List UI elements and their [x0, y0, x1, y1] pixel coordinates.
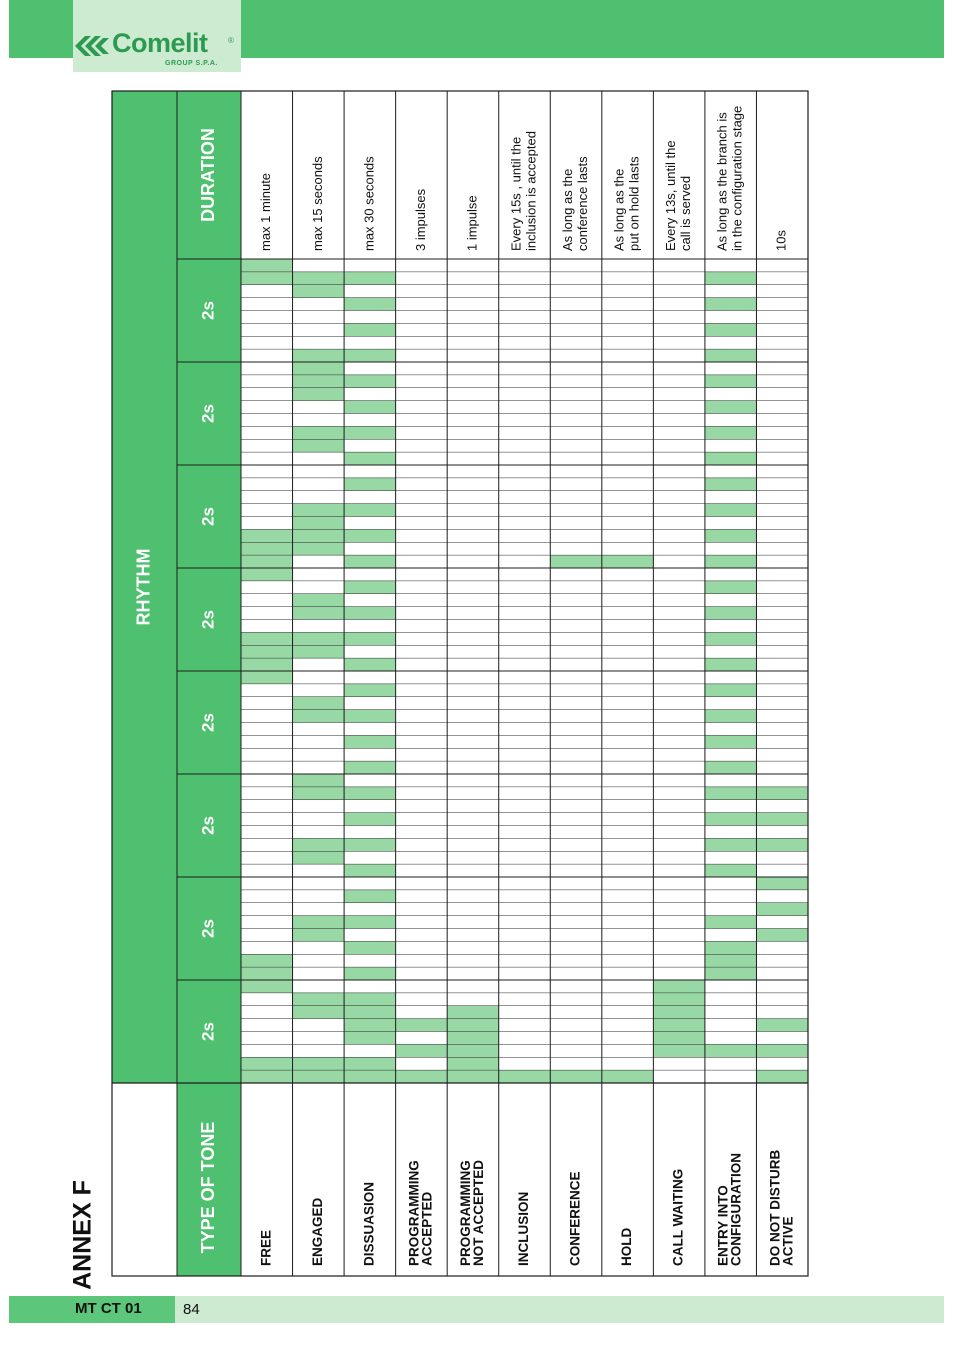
tone-name-label: DISSUASION: [361, 1181, 377, 1266]
tone-on-slot: [396, 1044, 448, 1057]
tone-on-slot: [653, 980, 705, 993]
tone-name-label: ACCEPTED: [419, 1191, 435, 1266]
tone-on-slot: [293, 529, 345, 542]
tone-name-label: ENGAGED: [309, 1197, 325, 1266]
tone-on-slot: [293, 1070, 345, 1083]
tone-on-slot: [293, 388, 345, 401]
column-header-band: [177, 91, 241, 1276]
tone-on-slot: [705, 761, 757, 774]
tone-on-slot: [602, 555, 654, 568]
tone-on-slot: [344, 761, 396, 774]
tone-on-slot: [241, 542, 293, 555]
tone-on-slot: [241, 568, 293, 581]
tone-on-slot: [705, 349, 757, 362]
tone-on-slot: [293, 993, 345, 1006]
tone-on-slot: [705, 813, 757, 826]
tone-on-slot: [447, 1044, 499, 1057]
tone-on-slot: [705, 710, 757, 723]
tone-on-slot: [499, 1070, 551, 1083]
tone-on-slot: [241, 980, 293, 993]
tone-on-slot: [344, 813, 396, 826]
tone-on-slot: [344, 607, 396, 620]
tone-name-label: CONFERENCE: [567, 1171, 583, 1266]
rhythm-interval-label: 2s: [198, 816, 218, 835]
tone-on-slot: [705, 838, 757, 851]
tone-on-slot: [447, 1019, 499, 1032]
tone-on-slot: [705, 298, 757, 311]
annex-title: ANNEX F: [68, 1180, 97, 1290]
tone-on-slot: [344, 529, 396, 542]
tone-on-slot: [756, 903, 808, 916]
tone-on-slot: [705, 452, 757, 465]
tone-on-slot: [344, 993, 396, 1006]
tone-name-label: HOLD: [619, 1227, 635, 1266]
tone-name-label: NOT ACCEPTED: [471, 1159, 487, 1266]
rhythm-interval-label: 2s: [198, 610, 218, 629]
tone-on-slot: [653, 1019, 705, 1032]
tone-on-slot: [550, 555, 602, 568]
tone-on-slot: [344, 658, 396, 671]
tone-on-slot: [756, 929, 808, 942]
tone-on-slot: [344, 838, 396, 851]
tone-on-slot: [344, 401, 396, 414]
tone-on-slot: [293, 916, 345, 929]
tone-on-slot: [241, 272, 293, 285]
tone-on-slot: [705, 658, 757, 671]
duration-value: max 30 seconds: [361, 156, 377, 251]
tone-on-slot: [344, 478, 396, 491]
tone-name-label: INCLUSION: [516, 1191, 532, 1266]
duration-value: max 1 minute: [258, 172, 274, 251]
tone-on-slot: [447, 1032, 499, 1045]
duration-value: in the configuration stage: [729, 105, 745, 251]
doc-code: MT CT 01: [75, 1300, 142, 1317]
tone-on-slot: [705, 581, 757, 594]
tone-on-slot: [344, 941, 396, 954]
tone-on-slot: [705, 323, 757, 336]
tone-on-slot: [344, 426, 396, 439]
tone-on-slot: [344, 890, 396, 903]
tone-on-slot: [241, 1070, 293, 1083]
tone-on-slot: [705, 426, 757, 439]
tone-on-slot: [293, 439, 345, 452]
tone-name-label: PROGRAMMING: [406, 1160, 422, 1266]
tone-on-slot: [705, 555, 757, 568]
tone-on-slot: [344, 298, 396, 311]
tone-name-label: PROGRAMMING: [458, 1160, 474, 1266]
tone-on-slot: [344, 504, 396, 517]
type-of-tone-header: TYPE OF TONE: [197, 1121, 218, 1254]
tone-on-slot: [705, 787, 757, 800]
tone-on-slot: [241, 645, 293, 658]
tone-on-slot: [550, 1070, 602, 1083]
tone-on-slot: [705, 478, 757, 491]
tone-on-slot: [293, 349, 345, 362]
tone-on-slot: [344, 916, 396, 929]
brand-registered-mark: ®: [228, 36, 234, 45]
tone-name-label: CALL WAITING: [670, 1168, 686, 1266]
tone-on-slot: [705, 401, 757, 414]
tone-on-slot: [241, 954, 293, 967]
tone-on-slot: [293, 504, 345, 517]
rhythm-header: RHYTHM: [133, 548, 154, 626]
tone-on-slot: [447, 1006, 499, 1019]
tone-on-slot: [344, 272, 396, 285]
tone-on-slot: [241, 555, 293, 568]
tone-on-slot: [293, 542, 345, 555]
tone-name-label: FREE: [258, 1229, 274, 1266]
tone-on-slot: [293, 1006, 345, 1019]
tone-on-slot: [241, 1057, 293, 1070]
tone-on-slot: [293, 517, 345, 530]
tone-on-slot: [293, 697, 345, 710]
duration-value: Every 13s, until the: [663, 140, 679, 251]
tone-on-slot: [293, 362, 345, 375]
tone-on-slot: [705, 1044, 757, 1057]
rhythm-interval-label: 2s: [198, 713, 218, 732]
tone-on-slot: [705, 375, 757, 388]
tone-on-slot: [653, 1032, 705, 1045]
tone-on-slot: [344, 710, 396, 723]
tone-on-slot: [344, 375, 396, 388]
rhythm-interval-label: 2s: [198, 404, 218, 423]
duration-value: put on hold lasts: [626, 156, 642, 251]
tone-on-slot: [241, 967, 293, 980]
duration-value: inclusion is accepted: [523, 131, 539, 251]
tone-on-slot: [293, 375, 345, 388]
tone-on-slot: [705, 272, 757, 285]
tone-on-slot: [705, 632, 757, 645]
duration-value: call is served: [678, 175, 694, 251]
tone-on-slot: [705, 864, 757, 877]
tone-on-slot: [653, 1044, 705, 1057]
rhythm-interval-label: 2s: [198, 1022, 218, 1041]
tone-on-slot: [293, 426, 345, 439]
tone-on-slot: [344, 581, 396, 594]
tone-name-label: CONFIGURATION: [728, 1153, 744, 1266]
tone-on-slot: [344, 323, 396, 336]
tone-on-slot: [344, 1070, 396, 1083]
duration-value: Every 15s , until the: [508, 136, 524, 251]
tone-on-slot: [344, 864, 396, 877]
duration-header: DURATION: [197, 128, 218, 222]
tone-on-slot: [293, 851, 345, 864]
tone-on-slot: [396, 1019, 448, 1032]
duration-value: max 15 seconds: [309, 156, 325, 251]
tone-on-slot: [241, 529, 293, 542]
tone-on-slot: [293, 632, 345, 645]
rhythm-interval-label: 2s: [198, 301, 218, 320]
tone-on-slot: [344, 787, 396, 800]
tone-on-slot: [293, 645, 345, 658]
tone-on-slot: [293, 607, 345, 620]
tone-on-slot: [396, 1070, 448, 1083]
tone-on-slot: [293, 838, 345, 851]
duration-value: 10s: [773, 230, 789, 251]
tone-on-slot: [344, 632, 396, 645]
tone-on-slot: [241, 671, 293, 684]
tone-on-slot: [602, 1070, 654, 1083]
tone-on-slot: [293, 774, 345, 787]
tone-on-slot: [756, 1044, 808, 1057]
page-number: 84: [183, 1301, 200, 1318]
tone-on-slot: [705, 529, 757, 542]
tone-on-slot: [344, 555, 396, 568]
tone-on-slot: [705, 607, 757, 620]
tone-on-slot: [756, 787, 808, 800]
tone-on-slot: [293, 594, 345, 607]
tone-on-slot: [705, 916, 757, 929]
footer-bar: [9, 1296, 944, 1323]
tone-on-slot: [705, 684, 757, 697]
duration-value: conference lasts: [574, 156, 590, 251]
duration-value: As long as the: [559, 168, 575, 251]
tone-on-slot: [756, 877, 808, 890]
tone-on-slot: [344, 1032, 396, 1045]
tone-on-slot: [705, 967, 757, 980]
tone-on-slot: [705, 954, 757, 967]
brand-subtitle: GROUP S.P.A.: [165, 60, 218, 67]
duration-value: 1 impulse: [464, 195, 480, 251]
tone-on-slot: [241, 632, 293, 645]
duration-value: As long as the: [611, 168, 627, 251]
tone-on-slot: [756, 813, 808, 826]
tone-name-label: DO NOT DISTURB: [767, 1149, 783, 1266]
tone-on-slot: [447, 1057, 499, 1070]
tone-on-slot: [293, 710, 345, 723]
rhythm-interval-label: 2s: [198, 507, 218, 526]
tone-on-slot: [344, 452, 396, 465]
tone-on-slot: [344, 1019, 396, 1032]
tone-on-slot: [293, 787, 345, 800]
tone-on-slot: [344, 1006, 396, 1019]
tone-name-label: ACTIVE: [780, 1216, 796, 1266]
tone-on-slot: [241, 658, 293, 671]
doc-code-box: [9, 1296, 175, 1323]
duration-value: As long as the branch is: [714, 112, 730, 251]
tone-on-slot: [241, 259, 293, 272]
tone-on-slot: [344, 735, 396, 748]
brand-name: Comelit: [112, 28, 208, 58]
tone-on-slot: [653, 993, 705, 1006]
tone-on-slot: [705, 941, 757, 954]
tone-on-slot: [344, 1057, 396, 1070]
tone-on-slot: [344, 684, 396, 697]
duration-value: 3 impulses: [412, 188, 428, 251]
tone-name-label: ENTRY INTO: [715, 1185, 731, 1266]
tone-on-slot: [447, 1070, 499, 1083]
tone-on-slot: [756, 838, 808, 851]
tone-on-slot: [756, 1019, 808, 1032]
tone-on-slot: [293, 272, 345, 285]
tone-on-slot: [705, 504, 757, 517]
tone-on-slot: [756, 1070, 808, 1083]
tone-on-slot: [344, 349, 396, 362]
tone-on-slot: [293, 929, 345, 942]
tone-on-slot: [344, 967, 396, 980]
tone-on-slot: [653, 1006, 705, 1019]
rhythm-interval-label: 2s: [198, 919, 218, 938]
tone-on-slot: [293, 1057, 345, 1070]
tone-on-slot: [705, 735, 757, 748]
tone-on-slot: [293, 285, 345, 298]
